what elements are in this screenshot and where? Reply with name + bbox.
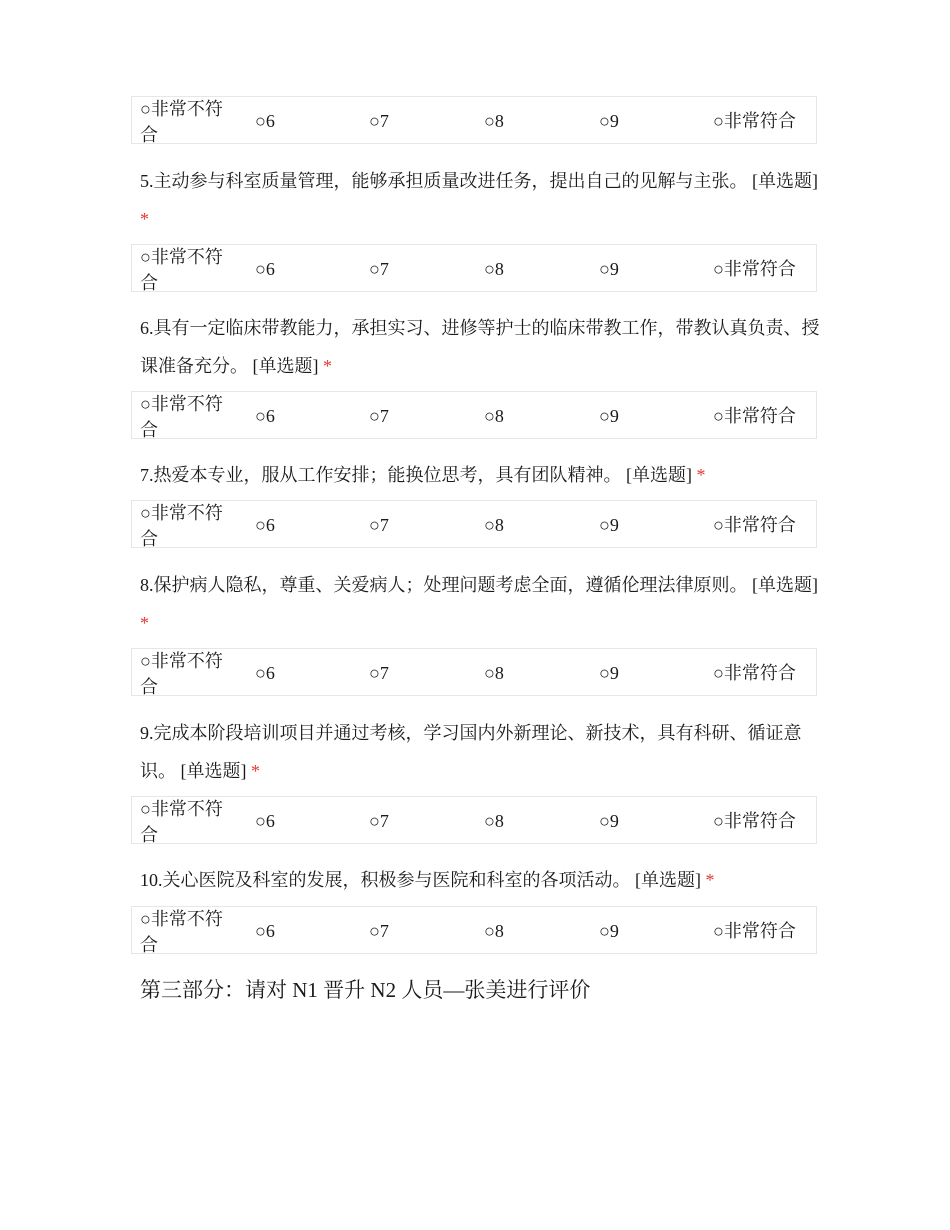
question-text: 8.保护病人隐私，尊重、关爱病人；处理问题考虑全面，遵循伦理法律原则。 [单选题] xyxy=(140,575,818,595)
option-6[interactable]: ○6 xyxy=(255,258,275,279)
rating-options-row xyxy=(131,796,817,844)
option-very-consistent[interactable]: ○非常符合 xyxy=(713,405,796,426)
rating-options-row xyxy=(131,244,817,292)
required-mark: * xyxy=(140,613,149,633)
rating-options-row xyxy=(131,648,817,696)
option-9[interactable]: ○9 xyxy=(599,810,619,831)
option-9[interactable]: ○9 xyxy=(599,405,619,426)
required-mark: * xyxy=(140,209,149,229)
rating-options-row xyxy=(131,906,817,954)
option-7[interactable]: ○7 xyxy=(369,405,389,426)
option-very-inconsistent[interactable]: ○非常不符合 xyxy=(140,651,223,697)
option-very-inconsistent[interactable]: ○非常不符合 xyxy=(140,99,223,145)
rating-options-row xyxy=(131,96,817,144)
option-6[interactable]: ○6 xyxy=(255,662,275,683)
option-8[interactable]: ○8 xyxy=(484,405,504,426)
option-7[interactable]: ○7 xyxy=(369,110,389,131)
option-8[interactable]: ○8 xyxy=(484,810,504,831)
option-8[interactable]: ○8 xyxy=(484,662,504,683)
option-8[interactable]: ○8 xyxy=(484,258,504,279)
option-very-consistent[interactable]: ○非常符合 xyxy=(713,110,796,131)
option-very-consistent[interactable]: ○非常符合 xyxy=(713,258,796,279)
option-very-inconsistent[interactable]: ○非常不符合 xyxy=(140,503,223,549)
option-8[interactable]: ○8 xyxy=(484,110,504,131)
option-7[interactable]: ○7 xyxy=(369,920,389,941)
option-6[interactable]: ○6 xyxy=(255,514,275,535)
option-9[interactable]: ○9 xyxy=(599,662,619,683)
option-very-inconsistent[interactable]: ○非常不符合 xyxy=(140,247,223,293)
option-very-inconsistent[interactable]: ○非常不符合 xyxy=(140,394,223,440)
question-6 xyxy=(140,309,820,385)
question-7 xyxy=(140,456,820,494)
required-mark: * xyxy=(705,870,715,890)
option-very-consistent[interactable]: ○非常符合 xyxy=(713,920,796,941)
question-5 xyxy=(140,162,820,238)
option-7[interactable]: ○7 xyxy=(369,662,389,683)
question-text: 6.具有一定临床带教能力，承担实习、进修等护士的临床带教工作，带教认真负责、授课准备充分。 [单选题] xyxy=(140,318,820,376)
option-very-consistent[interactable]: ○非常符合 xyxy=(713,514,796,535)
option-6[interactable]: ○6 xyxy=(255,110,275,131)
option-very-inconsistent[interactable]: ○非常不符合 xyxy=(140,799,223,845)
question-text: 7.热爱本专业，服从工作安排；能换位思考，具有团队精神。 [单选题] xyxy=(140,465,692,485)
option-6[interactable]: ○6 xyxy=(255,920,275,941)
required-mark: * xyxy=(251,761,260,781)
question-10 xyxy=(140,861,820,899)
option-very-consistent[interactable]: ○非常符合 xyxy=(713,810,796,831)
question-text: 5.主动参与科室质量管理，能够承担质量改进任务，提出自己的见解与主张。 [单选题] xyxy=(140,171,818,191)
option-7[interactable]: ○7 xyxy=(369,810,389,831)
option-7[interactable]: ○7 xyxy=(369,514,389,535)
required-mark: * xyxy=(696,465,706,485)
rating-options-row xyxy=(131,391,817,439)
option-7[interactable]: ○7 xyxy=(369,258,389,279)
option-6[interactable]: ○6 xyxy=(255,405,275,426)
option-8[interactable]: ○8 xyxy=(484,514,504,535)
question-text: 9.完成本阶段培训项目并通过考核，学习国内外新理论、新技术，具有科研、循证意识。 [单选题] xyxy=(140,723,802,781)
option-9[interactable]: ○9 xyxy=(599,514,619,535)
option-very-inconsistent[interactable]: ○非常不符合 xyxy=(140,909,223,955)
rating-options-row xyxy=(131,500,817,548)
option-9[interactable]: ○9 xyxy=(599,110,619,131)
question-9 xyxy=(140,714,820,790)
option-9[interactable]: ○9 xyxy=(599,920,619,941)
option-very-consistent[interactable]: ○非常符合 xyxy=(713,662,796,683)
question-text: 10.关心医院及科室的发展，积极参与医院和科室的各项活动。 [单选题] xyxy=(140,870,701,890)
option-9[interactable]: ○9 xyxy=(599,258,619,279)
required-mark: * xyxy=(323,356,332,376)
question-8 xyxy=(140,566,820,642)
option-6[interactable]: ○6 xyxy=(255,810,275,831)
section-title: 第三部分：请对 N1 晋升 N2 人员—张美进行评价 xyxy=(140,978,591,1002)
option-8[interactable]: ○8 xyxy=(484,920,504,941)
